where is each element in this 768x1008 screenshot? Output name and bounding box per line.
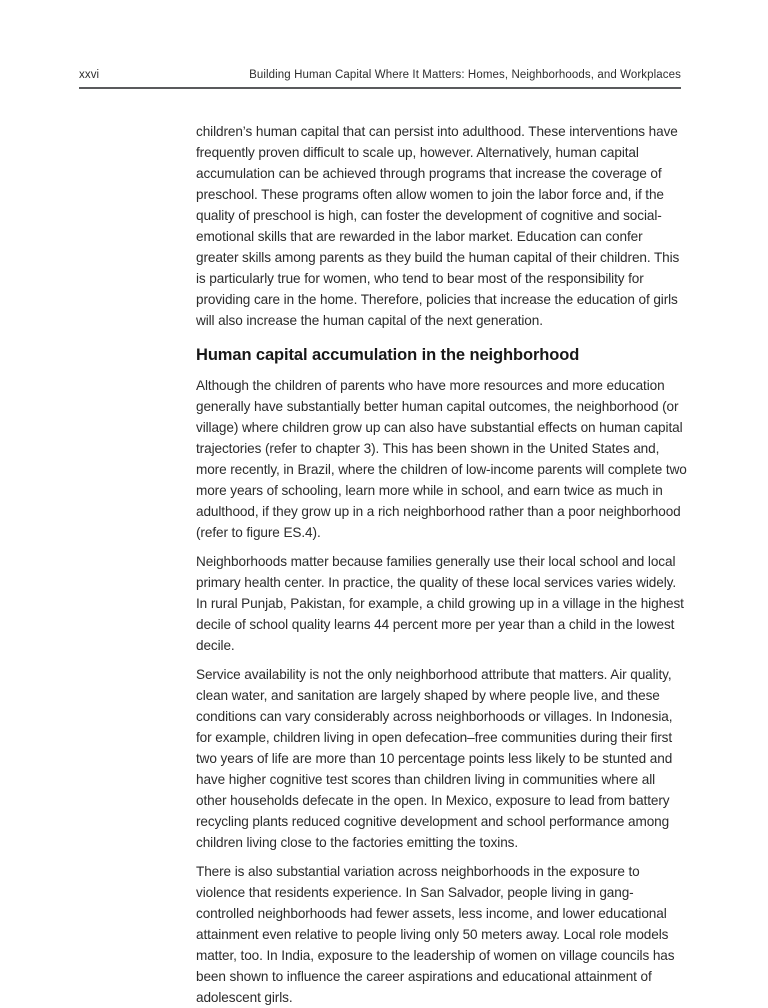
header-rule [79, 87, 681, 89]
section-heading: Human capital accumulation in the neighborhood [196, 346, 580, 364]
running-title: Building Human Capital Where It Matters: Homes, Neighborhoods, and Workplaces [249, 69, 681, 81]
continued-paragraph: children’s human capital that can persist into adulthood. These interventions have frequently proven difficult to scale up, however. Alternatively, human capital accumulation can be achieved through programs that increase the coverage of preschool. These programs often allow women to join the labor force and, if the quality of preschool is high, can foster the development of cognitive and social-emotional skills that are rewarded in the labor market. Education can confer greater skills among parents as they build the human capital of their children. This is particularly true for women, who tend to bear most of the responsibility for providing care in the home. Therefore, policies that increase the education of girls will also increase the human capital of the next generation. [196, 124, 680, 328]
page-number: xxvi [79, 69, 100, 81]
paragraph: Service availability is not the only neighborhood attribute that matters. Air quality, clean water, and sanitation are largely shaped by where people live, and these conditions can vary considerably across neighborhoods or villages. In Indonesia, for example, children living in open defecation–free communities during their first two years of life are more than 10 percentage points less likely to be stunted and have higher cognitive test scores than children living in communities where all other households defecate in the open. In Mexico, exposure to lead from battery recycling plants reduced cognitive development and school performance among children living close to the factories emitting the toxins. [196, 667, 673, 850]
body-text-column [196, 121, 688, 1008]
paragraph: Although the children of parents who have more resources and more education generally have substantially better human capital outcomes, the neighborhood (or village) where children grow up can also have substantial effects on human capital trajectories (refer to chapter 3). This has been shown in the United States and, more recently, in Brazil, where the children of low-income parents will complete two more years of schooling, learn more while in school, and earn twice as much in adulthood, if they grow up in a rich neighborhood rather than a poor neighborhood (refer to figure ES.4). [196, 378, 687, 540]
page-header [79, 69, 681, 81]
paragraph: Neighborhoods matter because families generally use their local school and local primary health center. In practice, the quality of these local services varies widely. In rural Punjab, Pakistan, for example, a child growing up in a village in the highest decile of school quality learns 44 percent more per year than a child in the lowest decile. [196, 554, 684, 653]
paragraph: There is also substantial variation across neighborhoods in the exposure to violence that residents experience. In San Salvador, people living in gang-controlled neighborhoods had fewer assets, less income, and lower educational attainment even relative to people living only 50 meters away. Local role models matter, too. In India, exposure to the leadership of women on village councils has been shown to influence the career aspirations and educational attainment of adolescent girls. [196, 864, 675, 1005]
